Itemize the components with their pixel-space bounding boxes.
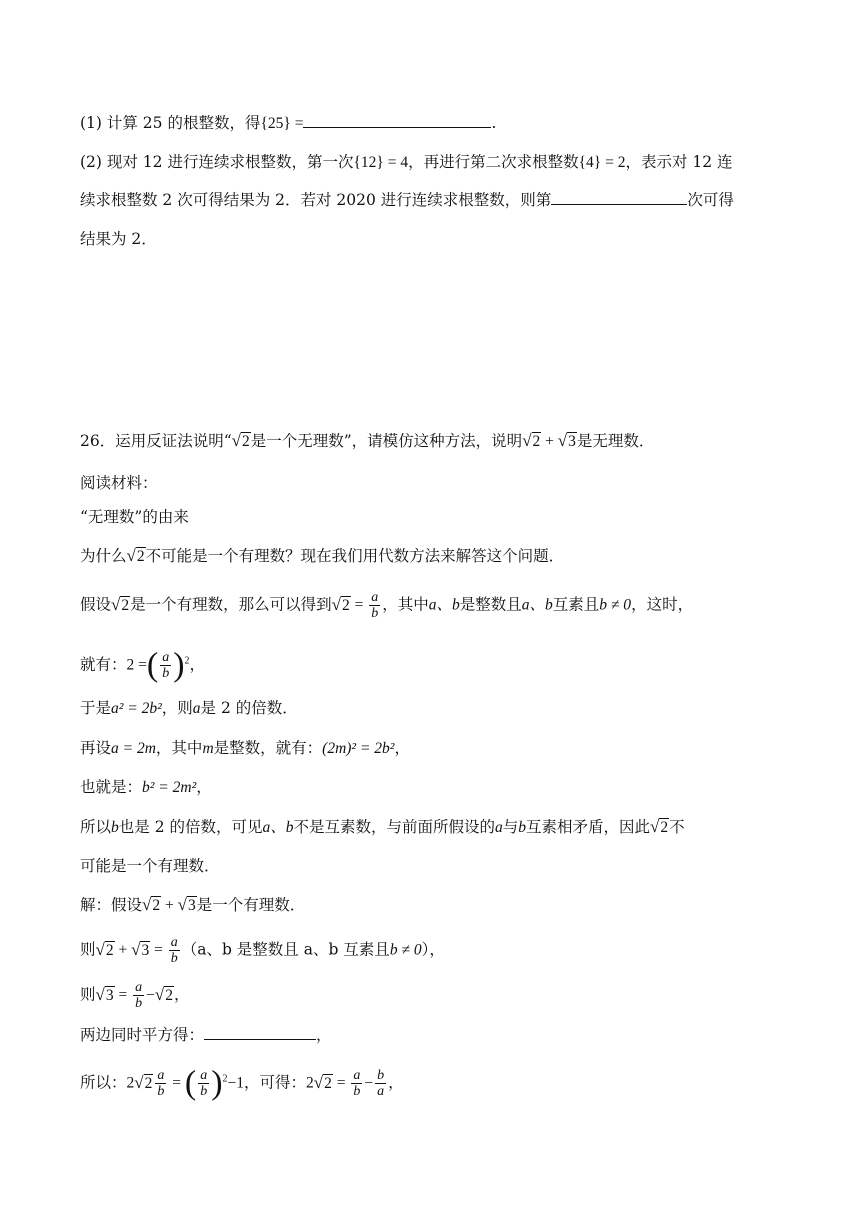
reading-conclusion-2: 可能是一个有理数． [80,857,220,875]
q25-part2-line2: 续求根整数 2 次可得结果为 2．若对 2020 进行连续求根整数，则第 次可得 [80,191,734,209]
answer-blank[interactable] [551,190,687,205]
solution-assume: 解：假设√2 + √3是一个有理数． [80,895,306,914]
solution-then-2: 则√3 = $\frac{a}{b}$ −√2， [80,980,190,1011]
reading-have: 就有：2 =( $\frac{a}{b}$ )$^2$， [80,646,206,684]
reading-conclusion-1: 所以b也是 2 的倍数，可见a、b不是互素数，与前面所假设的a与b互素相矛盾，因此√2不 [80,817,685,836]
fraction-a-over-b: $\frac{a}{b}$ [371,590,379,621]
reading-so: 于是a² = 2b²，则a是 2 的倍数． [80,699,298,717]
q25-part2-line1: (2) 现对 12 进行连续求根整数，第一次{12} = 4，再进行第二次求根整数{4} = 2，表示对 12 连 [80,153,733,171]
sqrt3: √3 [557,431,576,450]
solution-then-1: 则√2 + √3 = $\frac{a}{b}$ （a、b 是整数且 a、b 互素且b ≠ 0）， [80,935,445,966]
sqrt2: √2 [522,431,541,450]
reading-also: 也就是：b² = 2m²， [80,778,212,796]
q25-part2-line3: 结果为 2． [80,230,157,248]
q26-title: 26．运用反证法说明“√2是一个无理数”，请模仿这种方法，说明√2 + √3是无理数． [80,430,654,453]
solution-square: 两边同时平方得： ， [80,1026,332,1044]
q25-part1: (1) 计算 25 的根整数，得{25} = . [80,114,497,132]
reading-label: 阅读材料： [80,474,158,492]
answer-blank[interactable] [303,113,491,128]
reading-let: 再设a = 2m，其中m是整数，就有：(2m)² = 2b²， [80,739,410,757]
reading-heading: “无理数”的由来 [80,508,189,526]
reading-why: 为什么√2不可能是一个有理数？现在我们用代数方法来解答这个问题． [80,546,565,565]
sqrt2: √2 [231,431,250,450]
reading-assume: 假设√2是一个有理数，那么可以得到√2 = $\frac{a}{b}$ ，其中a、b是整数且a、b互素且b ≠ 0，这时， [80,590,694,621]
answer-blank[interactable] [204,1025,316,1040]
solution-final: 所以：2√2 $\frac{a}{b}$ = ( $\frac{a}{b}$ )$^2$−1，可得：2√2 = $\frac{a}{b}$ − $\frac{b}{a}$ ， [80,1064,404,1102]
